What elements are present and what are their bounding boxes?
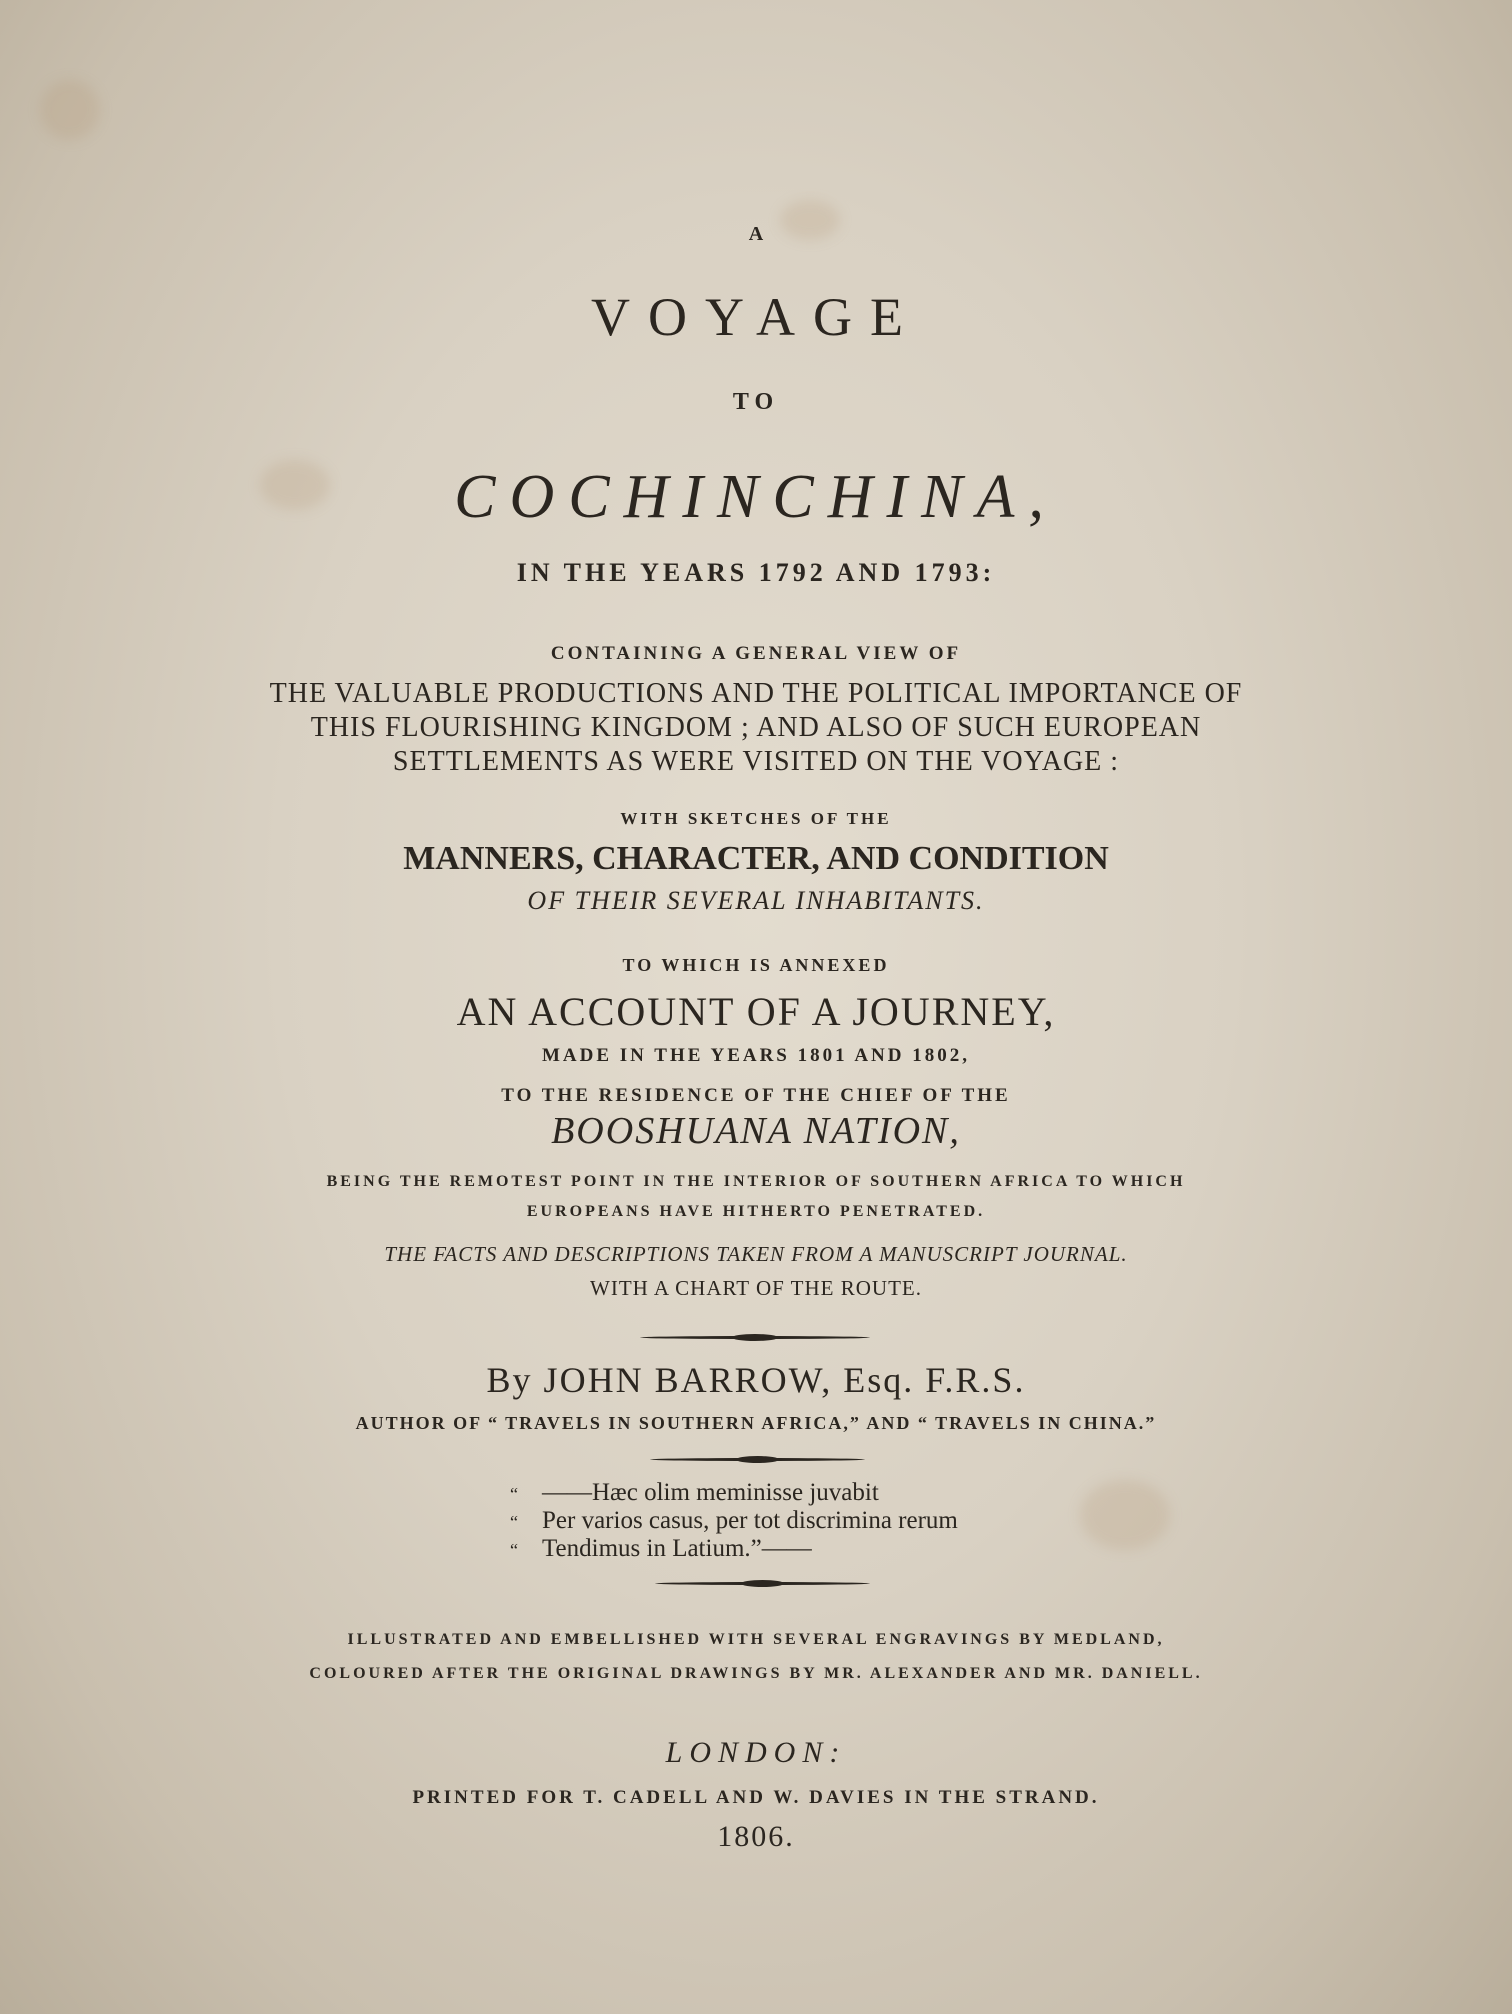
epigraph-line — [510, 1480, 879, 1505]
facts-line: THE FACTS AND DESCRIPTIONS TAKEN FROM A MANUSCRIPT JOURNAL. — [384, 1242, 1128, 1266]
containing-line: CONTAINING A GENERAL VIEW OF — [550, 643, 962, 664]
epigraph-quote-mark: “ — [510, 1540, 518, 1560]
sketches-line: WITH SKETCHES OF THE — [620, 809, 892, 828]
title-destination: COCHINCHINA, — [454, 463, 1058, 531]
residence-line: TO THE RESIDENCE OF THE CHIEF OF THE — [501, 1085, 1011, 1106]
title-article: A — [748, 223, 764, 245]
inhabitants-line: OF THEIR SEVERAL INHABITANTS. — [527, 886, 985, 915]
epigraph-line — [510, 1508, 958, 1533]
title-main-word: VOYAGE — [591, 287, 921, 347]
year-line: 1806. — [717, 1820, 795, 1853]
author-line: By JOHN BARROW, Esq. F.R.S. — [486, 1360, 1026, 1400]
productions-line-2: THIS FLOURISHING KINGDOM ; AND ALSO OF SUCH EUROPEAN — [310, 712, 1202, 743]
ornamental-rule — [655, 1582, 870, 1585]
epigraph-text: ——Hæc olim meminisse juvabit — [542, 1479, 879, 1506]
epigraph-line — [510, 1536, 812, 1561]
ornamental-rule — [640, 1336, 870, 1339]
productions-line-1: THE VALUABLE PRODUCTIONS AND THE POLITICAL IMPORTANCE OF — [269, 678, 1243, 709]
title-to: TO — [732, 389, 780, 415]
remotest-line-1: BEING THE REMOTEST POINT IN THE INTERIOR OF SOUTHERN AFRICA TO WHICH — [326, 1173, 1186, 1190]
annexed-line: TO WHICH IS ANNEXED — [622, 955, 890, 975]
nation-line: BOOSHUANA NATION, — [551, 1110, 961, 1152]
journey-years-line: MADE IN THE YEARS 1801 AND 1802, — [541, 1045, 970, 1066]
remotest-line-2: EUROPEANS HAVE HITHERTO PENETRATED. — [526, 1203, 986, 1220]
productions-line-3: SETTLEMENTS AS WERE VISITED ON THE VOYAGE : — [392, 746, 1120, 777]
printer-line: PRINTED FOR T. CADELL AND W. DAVIES IN THE STRAND. — [412, 1787, 1100, 1808]
paper-stain — [1080, 1480, 1170, 1550]
epigraph-quote-mark: “ — [510, 1484, 518, 1504]
account-line: AN ACCOUNT OF A JOURNEY, — [456, 989, 1056, 1034]
author-works-line: AUTHOR OF “ TRAVELS IN SOUTHERN AFRICA,” AND “ TRAVELS IN CHINA.” — [355, 1413, 1157, 1433]
illustrated-line-1: ILLUSTRATED AND EMBELLISHED WITH SEVERAL ENGRAVINGS BY MEDLAND, — [347, 1631, 1165, 1648]
chart-line: WITH A CHART OF THE ROUTE. — [590, 1276, 922, 1300]
manners-line: MANNERS, CHARACTER, AND CONDITION — [403, 840, 1109, 877]
ornamental-rule — [650, 1458, 865, 1461]
title-years: IN THE YEARS 1792 AND 1793: — [516, 558, 996, 587]
epigraph-text: Per varios casus, per tot discrimina rerum — [542, 1507, 958, 1534]
paper-stain — [40, 80, 100, 140]
city-line: LONDON: — [665, 1736, 847, 1769]
illustrated-line-2: COLOURED AFTER THE ORIGINAL DRAWINGS BY MR. ALEXANDER AND MR. DANIELL. — [309, 1665, 1203, 1682]
epigraph-quote-mark: “ — [510, 1512, 518, 1532]
epigraph-text: Tendimus in Latium.”—— — [542, 1535, 812, 1562]
